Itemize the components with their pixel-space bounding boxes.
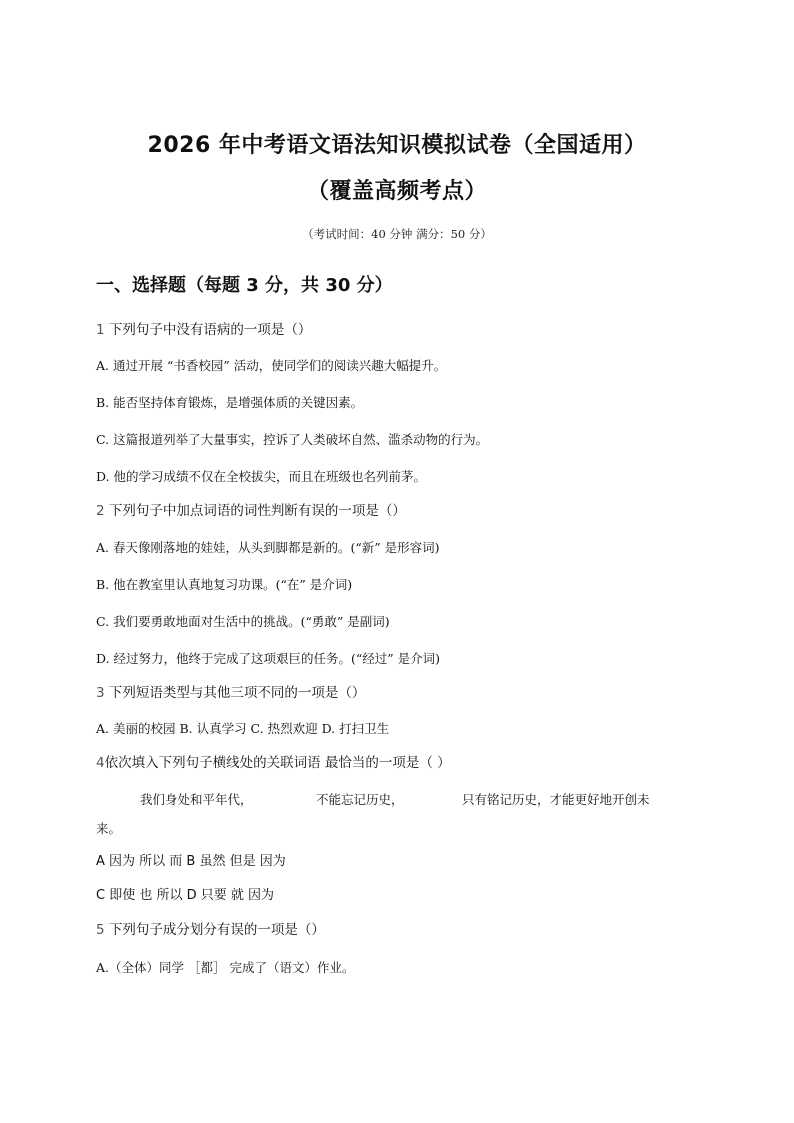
question-text: 依次填入下列句子横线处的关联词语 最恰当的一项是（ ）	[104, 755, 451, 771]
question-4-stem	[96, 751, 451, 771]
question-1-option-a: A. 通过开展 “书香校园” 活动，使同学们的阅读兴趣大幅提升。	[96, 358, 447, 373]
question-4-passage-continuation: 来。	[96, 821, 122, 836]
question-2-stem	[96, 499, 406, 519]
question-text: 下列句子中没有语病的一项是（）	[104, 322, 312, 338]
question-text: 下列短语类型与其他三项不同的一项是（）	[104, 685, 366, 701]
exam-info: （考试时间：40 分钟 满分：50 分）	[302, 227, 492, 241]
question-4-options-row-2: C 即使 也 所以 D 只要 就 因为	[96, 888, 275, 903]
question-3-stem	[96, 681, 365, 701]
question-number: 5	[96, 922, 105, 938]
question-text: 下列句子中加点词语的词性判断有误的一项是（）	[104, 503, 406, 519]
question-1-stem	[96, 318, 311, 338]
section-title: 一、选择题（每题 3 分，共 30 分）	[96, 275, 393, 296]
question-text: 下列句子成分划分有误的一项是（）	[104, 922, 325, 938]
question-4-passage-part-3: 只有铭记历史，才能更好地开创未	[462, 792, 650, 807]
question-number: 2	[96, 503, 105, 519]
question-2-option-c: C. 我们要勇敢地面对生活中的挑战。(“勇敢” 是副词)	[96, 614, 390, 629]
question-4-options-row-1: A 因为 所以 而 B 虽然 但是 因为	[96, 854, 286, 869]
question-1-option-b: B. 能否坚持体育锻炼，是增强体质的关键因素。	[96, 395, 364, 410]
question-1-option-c: C. 这篇报道列举了大量事实，控诉了人类破坏自然、滥杀动物的行为。	[96, 432, 489, 447]
question-5-option-a: A.（全体）同学 ［都］ 完成了（语文）作业。	[96, 960, 355, 975]
question-4-passage-part-1: 我们身处和平年代，	[140, 792, 253, 807]
title-line-2: （覆盖高频考点）	[306, 179, 487, 204]
question-number: 4	[96, 755, 105, 771]
question-5-stem	[96, 918, 325, 938]
question-2-option-b: B. 他在教室里认真地复习功课。(“在” 是介词)	[96, 577, 353, 592]
question-2-option-d: D. 经过努力，他终于完成了这项艰巨的任务。(“经过” 是介词)	[96, 651, 441, 666]
question-2-option-a: A. 春天像刚落地的娃娃，从头到脚都是新的。(“新” 是形容词)	[96, 540, 440, 555]
question-number: 1	[96, 322, 105, 338]
question-4-passage-part-2: 不能忘记历史，	[316, 792, 404, 807]
question-1-option-d: D. 他的学习成绩不仅在全校拔尖，而且在班级也名列前茅。	[96, 469, 427, 484]
question-number: 3	[96, 685, 105, 701]
title-line-1: 2026 年中考语文语法知识模拟试卷（全国适用）	[147, 133, 647, 158]
question-3-options: A. 美丽的校园 B. 认真学习 C. 热烈欢迎 D. 打扫卫生	[96, 721, 390, 736]
